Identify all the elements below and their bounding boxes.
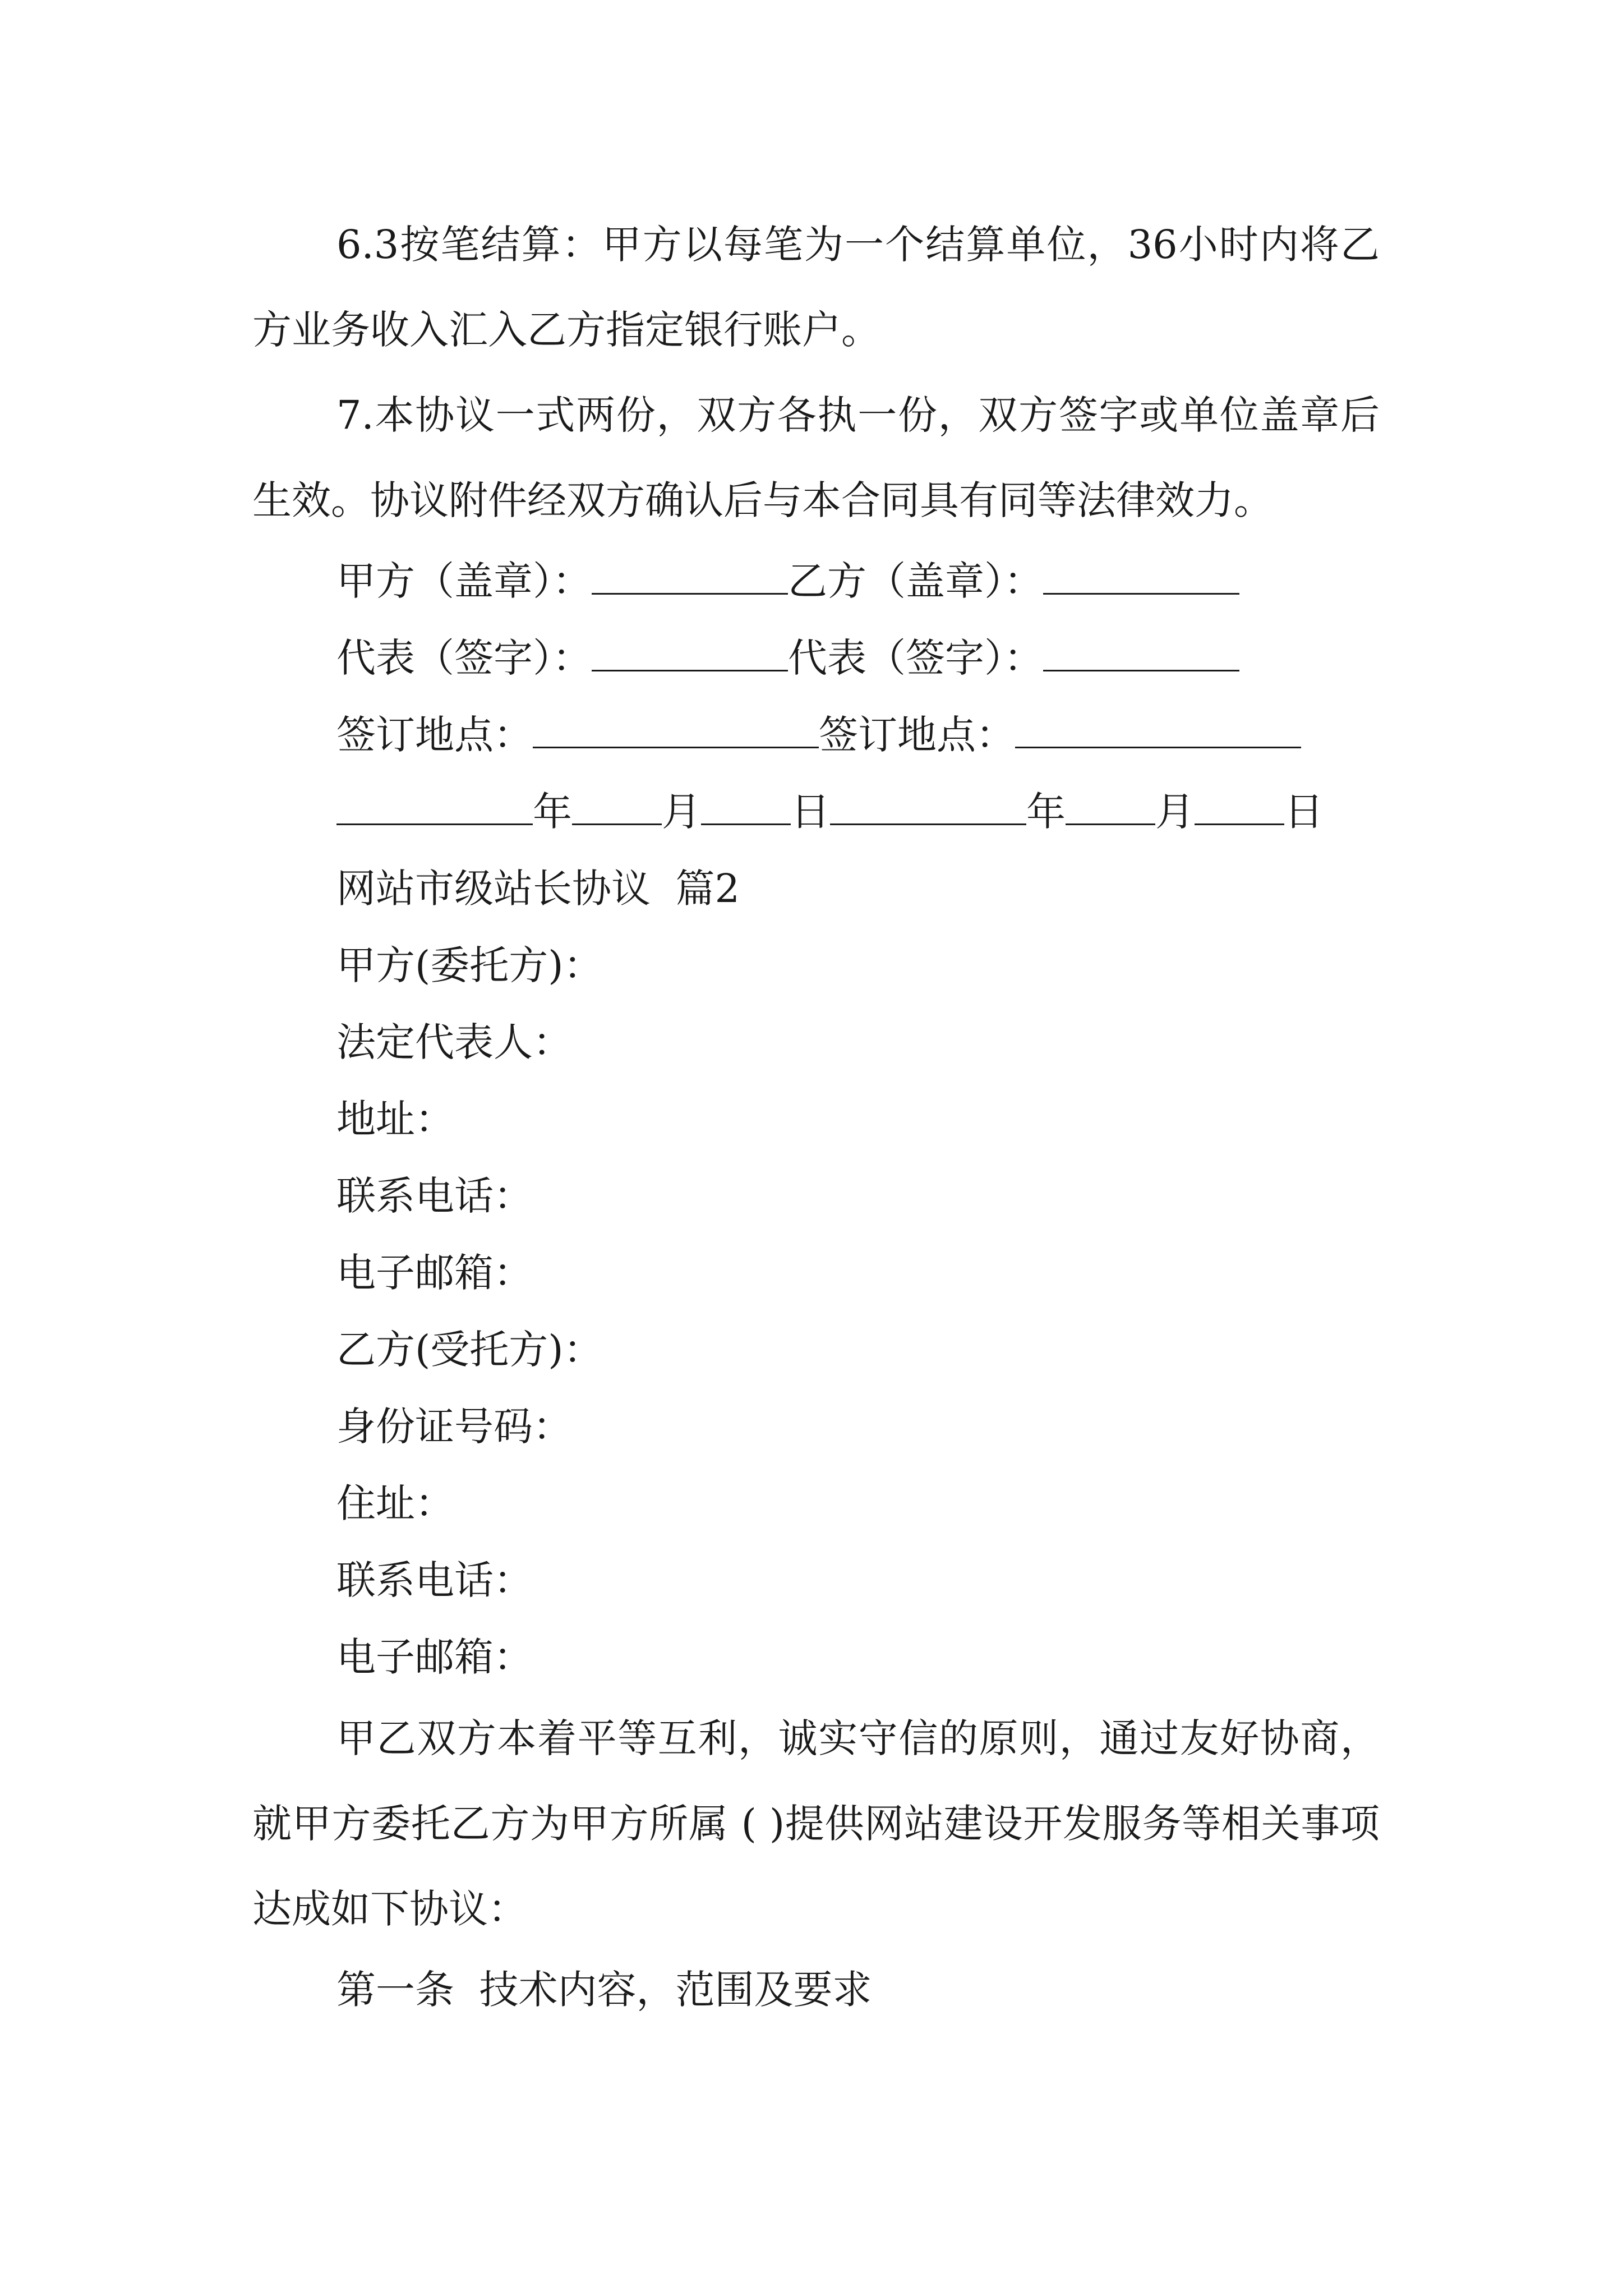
clause-6-3: 6.3按笔结算：甲方以每笔为一个结算单位，36小时内将乙方业务收入汇入乙方指定银行账户。 (252, 222, 1380, 353)
rep-b-blank (1043, 633, 1239, 671)
day-b-blank (1195, 786, 1284, 825)
date-line (252, 774, 1380, 850)
place-line (252, 697, 1380, 774)
day-b-label: 日 (1284, 789, 1324, 835)
field-party-b: 乙方(受托方)： (336, 1327, 603, 1373)
rep-a-label: 代表（签字）： (336, 635, 592, 681)
field-email-a: 电子邮箱： (336, 1250, 533, 1296)
field-legal-rep: 法定代表人： (336, 1019, 572, 1065)
party-a-seal-blank (592, 556, 788, 595)
day-a-blank (701, 786, 791, 825)
place-a-label: 签订地点： (336, 712, 533, 758)
field-email-b: 电子邮箱： (336, 1634, 533, 1680)
month-a-blank (572, 786, 662, 825)
place-a-blank (533, 710, 819, 748)
month-b-label: 月 (1155, 789, 1195, 835)
article-1-heading: 第一条 技术内容，范围及要求 (336, 1967, 872, 2013)
party-b-seal-label: 乙方（盖章）： (788, 558, 1043, 604)
document-body (252, 202, 1380, 2028)
place-b-label: 签订地点： (819, 712, 1015, 758)
field-id-number: 身份证号码： (336, 1404, 572, 1450)
field-phone-a: 联系电话： (336, 1173, 533, 1219)
representative-line (252, 620, 1380, 697)
field-party-a: 甲方(委托方)： (336, 942, 603, 988)
section-title: 网站市级站长协议 篇2 (336, 866, 740, 912)
party-b-seal-blank (1043, 556, 1239, 595)
year-b-label: 年 (1026, 789, 1066, 835)
rep-b-label: 代表（签字）： (788, 635, 1043, 681)
seal-line (252, 543, 1380, 620)
rep-a-blank (592, 633, 788, 671)
field-address: 地址： (336, 1096, 454, 1142)
field-phone-b: 联系电话： (336, 1557, 533, 1603)
field-residence: 住址： (336, 1480, 454, 1526)
year-a-label: 年 (533, 789, 572, 835)
place-b-blank (1015, 710, 1301, 748)
intro-paragraph: 甲乙双方本着平等互利，诚实守信的原则，通过友好协商，就甲方委托乙方为甲方所属 ( )提供网站建设开发服务等相关事项达成如下协议： (252, 1715, 1380, 1932)
month-a-label: 月 (662, 789, 701, 835)
day-a-label: 日 (791, 789, 830, 835)
month-b-blank (1066, 786, 1155, 825)
year-b-blank (830, 786, 1026, 825)
party-a-seal-label: 甲方（盖章）： (336, 558, 592, 604)
year-a-blank (336, 786, 533, 825)
clause-7: 7.本协议一式两份，双方各执一份，双方签字或单位盖章后生效。协议附件经双方确认后与本合同具有同等法律效力。 (252, 392, 1380, 523)
